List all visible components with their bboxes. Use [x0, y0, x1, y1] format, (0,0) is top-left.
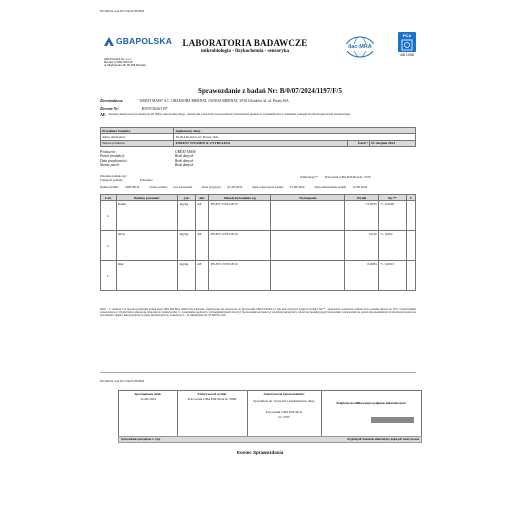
approved-value-3: nr: 2765 — [278, 415, 290, 419]
best-before-value: Brak danych — [175, 158, 194, 163]
document-reference-bottom: PG-14/F.01, wyd.03 z dnia 07.08.2024 — [100, 380, 145, 383]
sampling-address-label: Adres odebrania: — [101, 134, 174, 140]
row-method: PN-EN 15763:2010 — [209, 261, 271, 291]
producer-block — [100, 150, 300, 168]
footnotes: Data* - w zależności od sposobu pozyskania próbek przez GBA POLSKA próbki były pobierane, przyjmowane lub dostarczone do laboratorium GBA POLSKA (w tym dane dotyczące przyjęcia próbek). Np.** - niepewność rozszerzona pomiaru przy poziomie ufności ok. 95% i współczynniku rozszerzenia k=2. Wyniki badań odnoszą się wyłącznie do badanej próbki. S - stwierdzenie zgodności z wymaganiami (jeżeli dotyczy). Sprawozdanie nie może być powielane inaczej niż w całości bez pisemnej zgody laboratorium. Laboratorium nie ponosi odpowiedzialności za informacje dostarczone przez klienta. Opinie i interpretacje nie są objęte akredytacją PCA. Lokalizacje: L - ul. Międzyleska 4E, 50-568 Wrocław. — [100, 308, 416, 318]
best-before-label: Data przydatności: — [100, 158, 128, 163]
col-uncertainty: Np.** — [378, 195, 406, 201]
sig-divider — [321, 391, 322, 437]
product-label: Nazwa produktu: — [101, 140, 174, 146]
row-req — [271, 201, 345, 231]
pca-label: PCA — [402, 33, 412, 38]
approved-value-1: Specjalista ds. Jywności i suplementów diety — [253, 399, 315, 403]
ae-description: metodyka akredytowana (nr akredytacji AB 1008) z zakresu elastycznego - referencyjna z dwóch lub więcej możliwości (oświadczenie zgodność ze wszystkimi treści w rozumieniu wymagań dla referencyjnej metody akredytowanej) — [108, 113, 351, 116]
client-value: "GREAT MASS" S.C. GRZEGORZ BIERNAT, JANUSZ BIERNAT; 30-814 Kraków, ul. ul. Prosta 16A — [138, 99, 289, 103]
client-label: Zleceniodawca: — [100, 99, 124, 103]
receiver-value: Pracownik GBA POLSKA nr: 2729 — [324, 175, 371, 179]
row-lab: L — [101, 261, 117, 291]
receipt-date-label: Data przyjęcia: — [202, 185, 222, 189]
issued-value: 12-08-2024 — [140, 397, 156, 401]
row-s — [406, 261, 416, 291]
batch-label: Partia produkcji: — [100, 154, 125, 159]
sampling-address-value: 30-814 Kraków, ul. Prosta 16A — [174, 134, 416, 140]
row-method: PN-EN 15763:2010 — [209, 201, 271, 231]
table-row — [101, 231, 416, 261]
row-akr: AE — [195, 261, 208, 291]
sample-no-label: Numer próbki: — [100, 185, 119, 189]
subject-label: Przedmiot badania: — [101, 128, 174, 134]
row-method: PN-EN 15763:2010 — [209, 231, 271, 261]
lab-title: LABORATORIA BADAWCZE — [182, 38, 308, 48]
order-label: Zlecenie Nr: — [100, 107, 119, 111]
signatures-table — [118, 390, 422, 438]
col-s: S — [406, 195, 416, 201]
company-line: GBA POLSKA Sp. z o.o. — [104, 58, 132, 61]
page-divider — [100, 372, 416, 373]
end-date-value: 12-08-2024 — [352, 185, 368, 189]
col-akr: Akr. — [195, 195, 208, 201]
col-param: Badany parametr — [116, 195, 178, 201]
gba-logo — [104, 36, 172, 46]
table-row — [101, 261, 416, 291]
row-unit: mg/kg — [178, 231, 196, 261]
row-uncertainty: +/- 0,0013 — [378, 261, 406, 291]
row-s — [406, 201, 416, 231]
order-row — [100, 107, 420, 111]
results-table — [100, 194, 416, 291]
company-line: ul. Międzyleska 4E, 50-568 Wrocław — [104, 64, 146, 68]
client-row — [100, 99, 420, 103]
company-info — [104, 58, 174, 68]
lab-subtitle: mikrobiologia - fizykochemia - sensoryka — [201, 49, 289, 54]
transport-value: Przesyłka — [140, 178, 153, 182]
approved-label: Autoryzował Sprawozdanie: — [263, 392, 305, 396]
authorized-value: Pracownik GBA POLSKA nr: 2686 — [187, 397, 237, 401]
pca-number: AB 1008 — [400, 53, 414, 57]
start-date-value: 01-08-2024 — [289, 185, 305, 189]
receiver-label: Odbierający*: — [300, 175, 319, 179]
row-result: 0,010 — [345, 231, 379, 261]
col-result: Wynik — [345, 195, 379, 201]
barcode-icon — [371, 417, 414, 423]
table-row — [101, 201, 416, 231]
date-label: Data*: — [347, 140, 369, 146]
serial-value: Brak danych — [175, 163, 194, 168]
sample-no-value: 3385/08/24 — [124, 185, 140, 189]
authorized-label: Autoryzował wynik: — [197, 392, 227, 396]
ilac-label: ilac-MRA — [348, 44, 372, 50]
sample-dates-row — [100, 185, 420, 189]
end-of-report: Koniec Sprawozdania — [236, 450, 284, 455]
row-req — [271, 231, 345, 261]
ae-code: AE — [100, 112, 106, 117]
row-result: 0,0084 — [345, 261, 379, 291]
row-uncertainty: +/- 0,002 — [378, 231, 406, 261]
receipt-date-value: 01-08-2024 — [227, 185, 243, 189]
batch-value: Brak danych — [175, 154, 194, 159]
row-result: < 0,0035 — [345, 201, 379, 231]
sample-form-label: Pobranie próbek wg: — [100, 174, 127, 178]
document-reference-top: PG-14/F.01, wyd.03 z dnia 07.08.2024 — [100, 10, 145, 13]
lab-title-block — [170, 38, 320, 54]
company-line: Member of GBA GROUP — [104, 61, 133, 65]
pca-icon — [398, 32, 416, 52]
row-param: Rtęć — [116, 261, 178, 291]
date-value: 01 sierpnia 2024 — [370, 140, 416, 146]
producer-value: GREAT MASS — [175, 150, 196, 154]
row-lab: L — [101, 201, 117, 231]
copies-note: Sprawozdanie sporządzono w 1 egz. — [121, 438, 161, 441]
signatures-footer-bar — [118, 436, 422, 443]
row-unit: mg/kg — [178, 201, 196, 231]
ilac-globe-icon — [340, 35, 380, 65]
receiver-row — [300, 175, 370, 179]
row-lab: L — [101, 231, 117, 261]
gba-logo-text: GBAPOLSKA — [116, 36, 173, 46]
issued-label: Sporządzono dnia: — [134, 392, 162, 396]
producer-label: Producent: — [100, 150, 117, 154]
row-akr: AE — [195, 231, 208, 261]
ilac-mra-logo — [340, 35, 380, 69]
serial-label: Numer partii: — [100, 163, 120, 168]
row-uncertainty: +/- 0,0005 — [378, 201, 406, 231]
original-note: Oryginał pdf. Dokument elektroniczny, kopia pdf. Autoryzowana — [346, 438, 419, 441]
sample-info-table — [100, 127, 416, 147]
approved-value-2: Pracownik GBA POLSKA — [265, 410, 303, 414]
row-req — [271, 261, 345, 291]
order-value: B/0/07/2024/1197 — [141, 107, 168, 111]
gba-logo-icon — [104, 37, 114, 46]
row-unit: mg/kg — [178, 261, 196, 291]
row-param: Ołów — [116, 231, 178, 261]
row-akr: AE — [195, 201, 208, 231]
col-requirements: Wymagania — [271, 195, 345, 201]
qualified-signature-label: Podpisano kwalifikowanym podpisem elektronicznym — [336, 401, 406, 405]
state-label: Ocena próbki: — [149, 185, 168, 189]
col-lab: Lab. — [101, 195, 117, 201]
transport-label: Transport próbek: — [100, 178, 123, 182]
start-date-label: Data rozpoczęcia badań: — [252, 185, 284, 189]
product-value: FOREST VITAMIN & CYTRULINA — [174, 140, 347, 146]
state-value: bez zastrzeżeń — [173, 185, 193, 189]
col-method: Metodyka badania wg — [209, 195, 271, 201]
subject-value: Suplementy diety — [174, 128, 416, 134]
row-param: Kadm — [116, 201, 178, 231]
col-unit: j.m. — [178, 195, 196, 201]
row-s — [406, 231, 416, 261]
report-title: Sprawozdanie z badań Nr: B/0/07/2024/1197/F/5 — [198, 87, 342, 95]
pca-accreditation-logo — [392, 32, 422, 66]
ae-legend-row — [100, 113, 416, 117]
end-date-label: Data zakończenia badań: — [314, 185, 347, 189]
